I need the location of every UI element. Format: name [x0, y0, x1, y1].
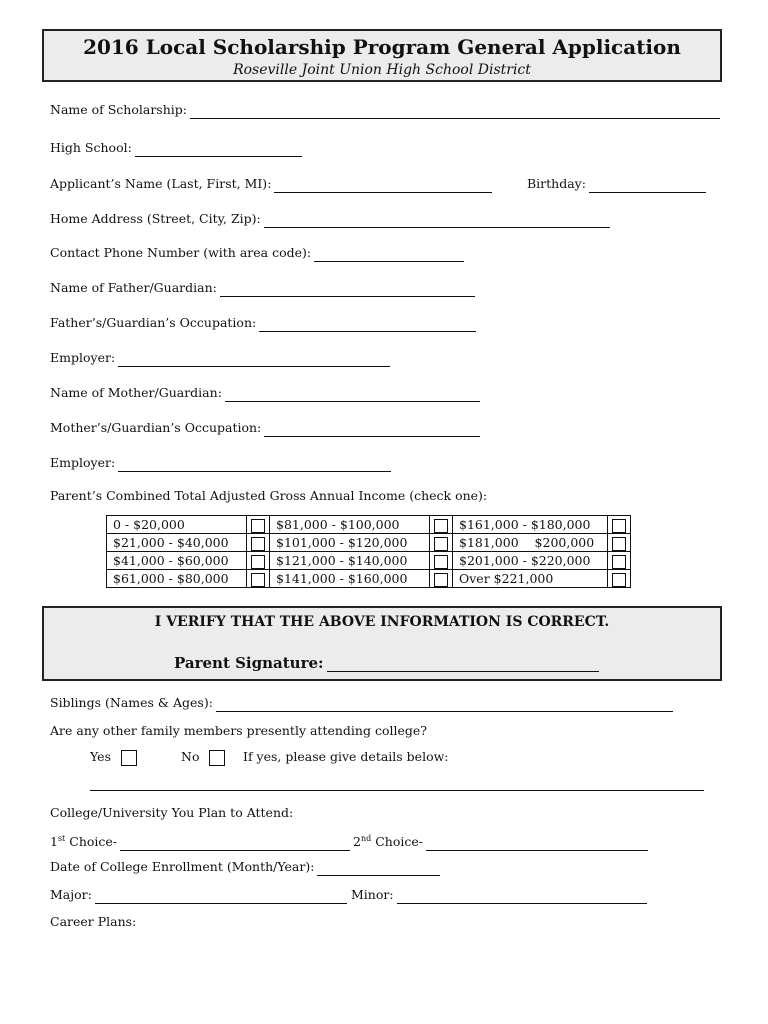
income-checkbox-cell[interactable]: [608, 534, 631, 552]
birthday-label: Birthday:: [527, 176, 586, 191]
checkbox-icon[interactable]: [612, 537, 626, 551]
income-checkbox-cell[interactable]: [430, 552, 453, 570]
table-row: [107, 534, 631, 552]
phone-field[interactable]: [314, 247, 464, 262]
mother-employer-field[interactable]: [118, 457, 391, 472]
father-name-field[interactable]: [220, 282, 475, 297]
title-box: [42, 29, 722, 82]
income-checkbox-cell[interactable]: [430, 534, 453, 552]
checkbox-icon[interactable]: [612, 573, 626, 587]
checkbox-icon[interactable]: [434, 519, 448, 533]
checkbox-icon[interactable]: [251, 537, 265, 551]
income-checkbox-cell[interactable]: [247, 534, 270, 552]
career-label: Career Plans:: [50, 914, 137, 929]
enrollment-row: [50, 858, 440, 876]
scholarship-name-row: [50, 101, 720, 119]
checkbox-icon[interactable]: [434, 537, 448, 551]
college-question: Are any other family members presently attending college?: [50, 723, 427, 738]
income-range: $101,000 - $120,000: [270, 534, 430, 552]
income-checkbox-cell[interactable]: [608, 552, 631, 570]
table-row: [107, 552, 631, 570]
first-choice-field[interactable]: [120, 836, 350, 851]
major-row: [50, 886, 347, 904]
father-occupation-row: [50, 314, 476, 332]
yes-checkbox[interactable]: [121, 750, 137, 766]
income-checkbox-cell[interactable]: [430, 516, 453, 534]
father-occupation-label: Father’s/Guardian’s Occupation:: [50, 315, 257, 330]
income-range: $121,000 - $140,000: [270, 552, 430, 570]
yes-label: Yes: [90, 749, 111, 764]
parent-signature-field[interactable]: [327, 656, 599, 672]
checkbox-icon[interactable]: [434, 573, 448, 587]
mother-name-row: [50, 384, 480, 402]
table-row: [107, 570, 631, 588]
form-subtitle: Roseville Joint Union High School District: [233, 62, 531, 78]
birthday-row: [527, 175, 706, 193]
mother-employer-label: Employer:: [50, 455, 116, 470]
mother-name-label: Name of Mother/Guardian:: [50, 385, 222, 400]
father-employer-field[interactable]: [118, 352, 390, 367]
second-choice-row: [353, 830, 648, 848]
minor-field[interactable]: [397, 889, 647, 904]
mother-occupation-label: Mother’s/Guardian’s Occupation:: [50, 420, 262, 435]
no-label: No: [181, 749, 200, 764]
income-range: $41,000 - $60,000: [107, 552, 247, 570]
enrollment-field[interactable]: [317, 861, 440, 876]
second-choice-label: 2nd Choice-: [353, 834, 423, 850]
income-range: Over $221,000: [453, 570, 608, 588]
father-name-label: Name of Father/Guardian:: [50, 280, 217, 295]
high-school-label: High School:: [50, 140, 132, 155]
income-table: [106, 515, 631, 588]
career-row: [50, 913, 136, 931]
second-choice-field[interactable]: [426, 836, 648, 851]
siblings-label: Siblings (Names & Ages):: [50, 695, 213, 710]
father-employer-label: Employer:: [50, 350, 116, 365]
income-range: $61,000 - $80,000: [107, 570, 247, 588]
major-label: Major:: [50, 887, 92, 902]
minor-row: [351, 886, 647, 904]
income-label-row: [50, 487, 487, 505]
income-range: $141,000 - $160,000: [270, 570, 430, 588]
mother-name-field[interactable]: [225, 387, 480, 402]
details-field[interactable]: [90, 790, 704, 791]
income-range: $161,000 - $180,000: [453, 516, 608, 534]
first-choice-row: [50, 830, 350, 848]
table-row: [107, 516, 631, 534]
siblings-row: [50, 694, 673, 712]
high-school-row: [50, 139, 302, 157]
mother-employer-row: [50, 454, 391, 472]
applicant-name-row: [50, 175, 492, 193]
income-checkbox-cell[interactable]: [247, 516, 270, 534]
home-address-field[interactable]: [264, 213, 610, 228]
income-checkbox-cell[interactable]: [608, 516, 631, 534]
father-name-row: [50, 279, 475, 297]
checkbox-icon[interactable]: [434, 555, 448, 569]
income-range: 0 - $20,000: [107, 516, 247, 534]
checkbox-icon[interactable]: [251, 573, 265, 587]
birthday-field[interactable]: [589, 178, 706, 193]
home-address-row: [50, 210, 610, 228]
no-option[interactable]: [181, 749, 225, 766]
mother-occupation-row: [50, 419, 480, 437]
enrollment-label: Date of College Enrollment (Month/Year):: [50, 859, 315, 874]
income-checkbox-cell[interactable]: [430, 570, 453, 588]
income-checkbox-cell[interactable]: [247, 552, 270, 570]
details-instruction: [243, 749, 449, 764]
income-range: $201,000 - $220,000: [453, 552, 608, 570]
major-field[interactable]: [95, 889, 347, 904]
applicant-name-field[interactable]: [274, 178, 492, 193]
income-range: $81,000 - $100,000: [270, 516, 430, 534]
checkbox-icon[interactable]: [251, 555, 265, 569]
home-address-label: Home Address (Street, City, Zip):: [50, 211, 261, 226]
income-checkbox-cell[interactable]: [608, 570, 631, 588]
checkbox-icon[interactable]: [612, 555, 626, 569]
high-school-field[interactable]: [135, 142, 302, 157]
first-choice-label: 1st Choice-: [50, 834, 118, 850]
parent-signature-label: Parent Signature:: [174, 654, 324, 672]
minor-label: Minor:: [351, 887, 394, 902]
form-title: 2016 Local Scholarship Program General Application: [83, 35, 681, 59]
income-range: $181,000 $200,000: [453, 534, 608, 552]
details-label: If yes, please give details below:: [243, 749, 449, 764]
yes-option[interactable]: [90, 749, 137, 766]
income-range: $21,000 - $40,000: [107, 534, 247, 552]
scholarship-name-field[interactable]: [190, 104, 720, 119]
father-occupation-field[interactable]: [259, 317, 476, 332]
phone-row: [50, 244, 464, 262]
checkbox-icon[interactable]: [251, 519, 265, 533]
college-question-row: [50, 722, 427, 740]
scholarship-name-label: Name of Scholarship:: [50, 102, 187, 117]
income-checkbox-cell[interactable]: [247, 570, 270, 588]
siblings-field[interactable]: [216, 697, 673, 712]
mother-occupation-field[interactable]: [264, 422, 480, 437]
checkbox-icon[interactable]: [612, 519, 626, 533]
income-label: Parent’s Combined Total Adjusted Gross Annual Income (check one):: [50, 488, 488, 503]
phone-label: Contact Phone Number (with area code):: [50, 245, 312, 260]
father-employer-row: [50, 349, 390, 367]
college-plan-label: College/University You Plan to Attend:: [50, 805, 294, 820]
no-checkbox[interactable]: [209, 750, 225, 766]
parent-signature-row: [174, 654, 599, 672]
verify-box: [42, 606, 722, 681]
applicant-name-label: Applicant’s Name (Last, First, MI):: [50, 176, 272, 191]
college-plan-row: [50, 804, 293, 822]
verify-statement: I VERIFY THAT THE ABOVE INFORMATION IS CORRECT.: [154, 614, 610, 630]
